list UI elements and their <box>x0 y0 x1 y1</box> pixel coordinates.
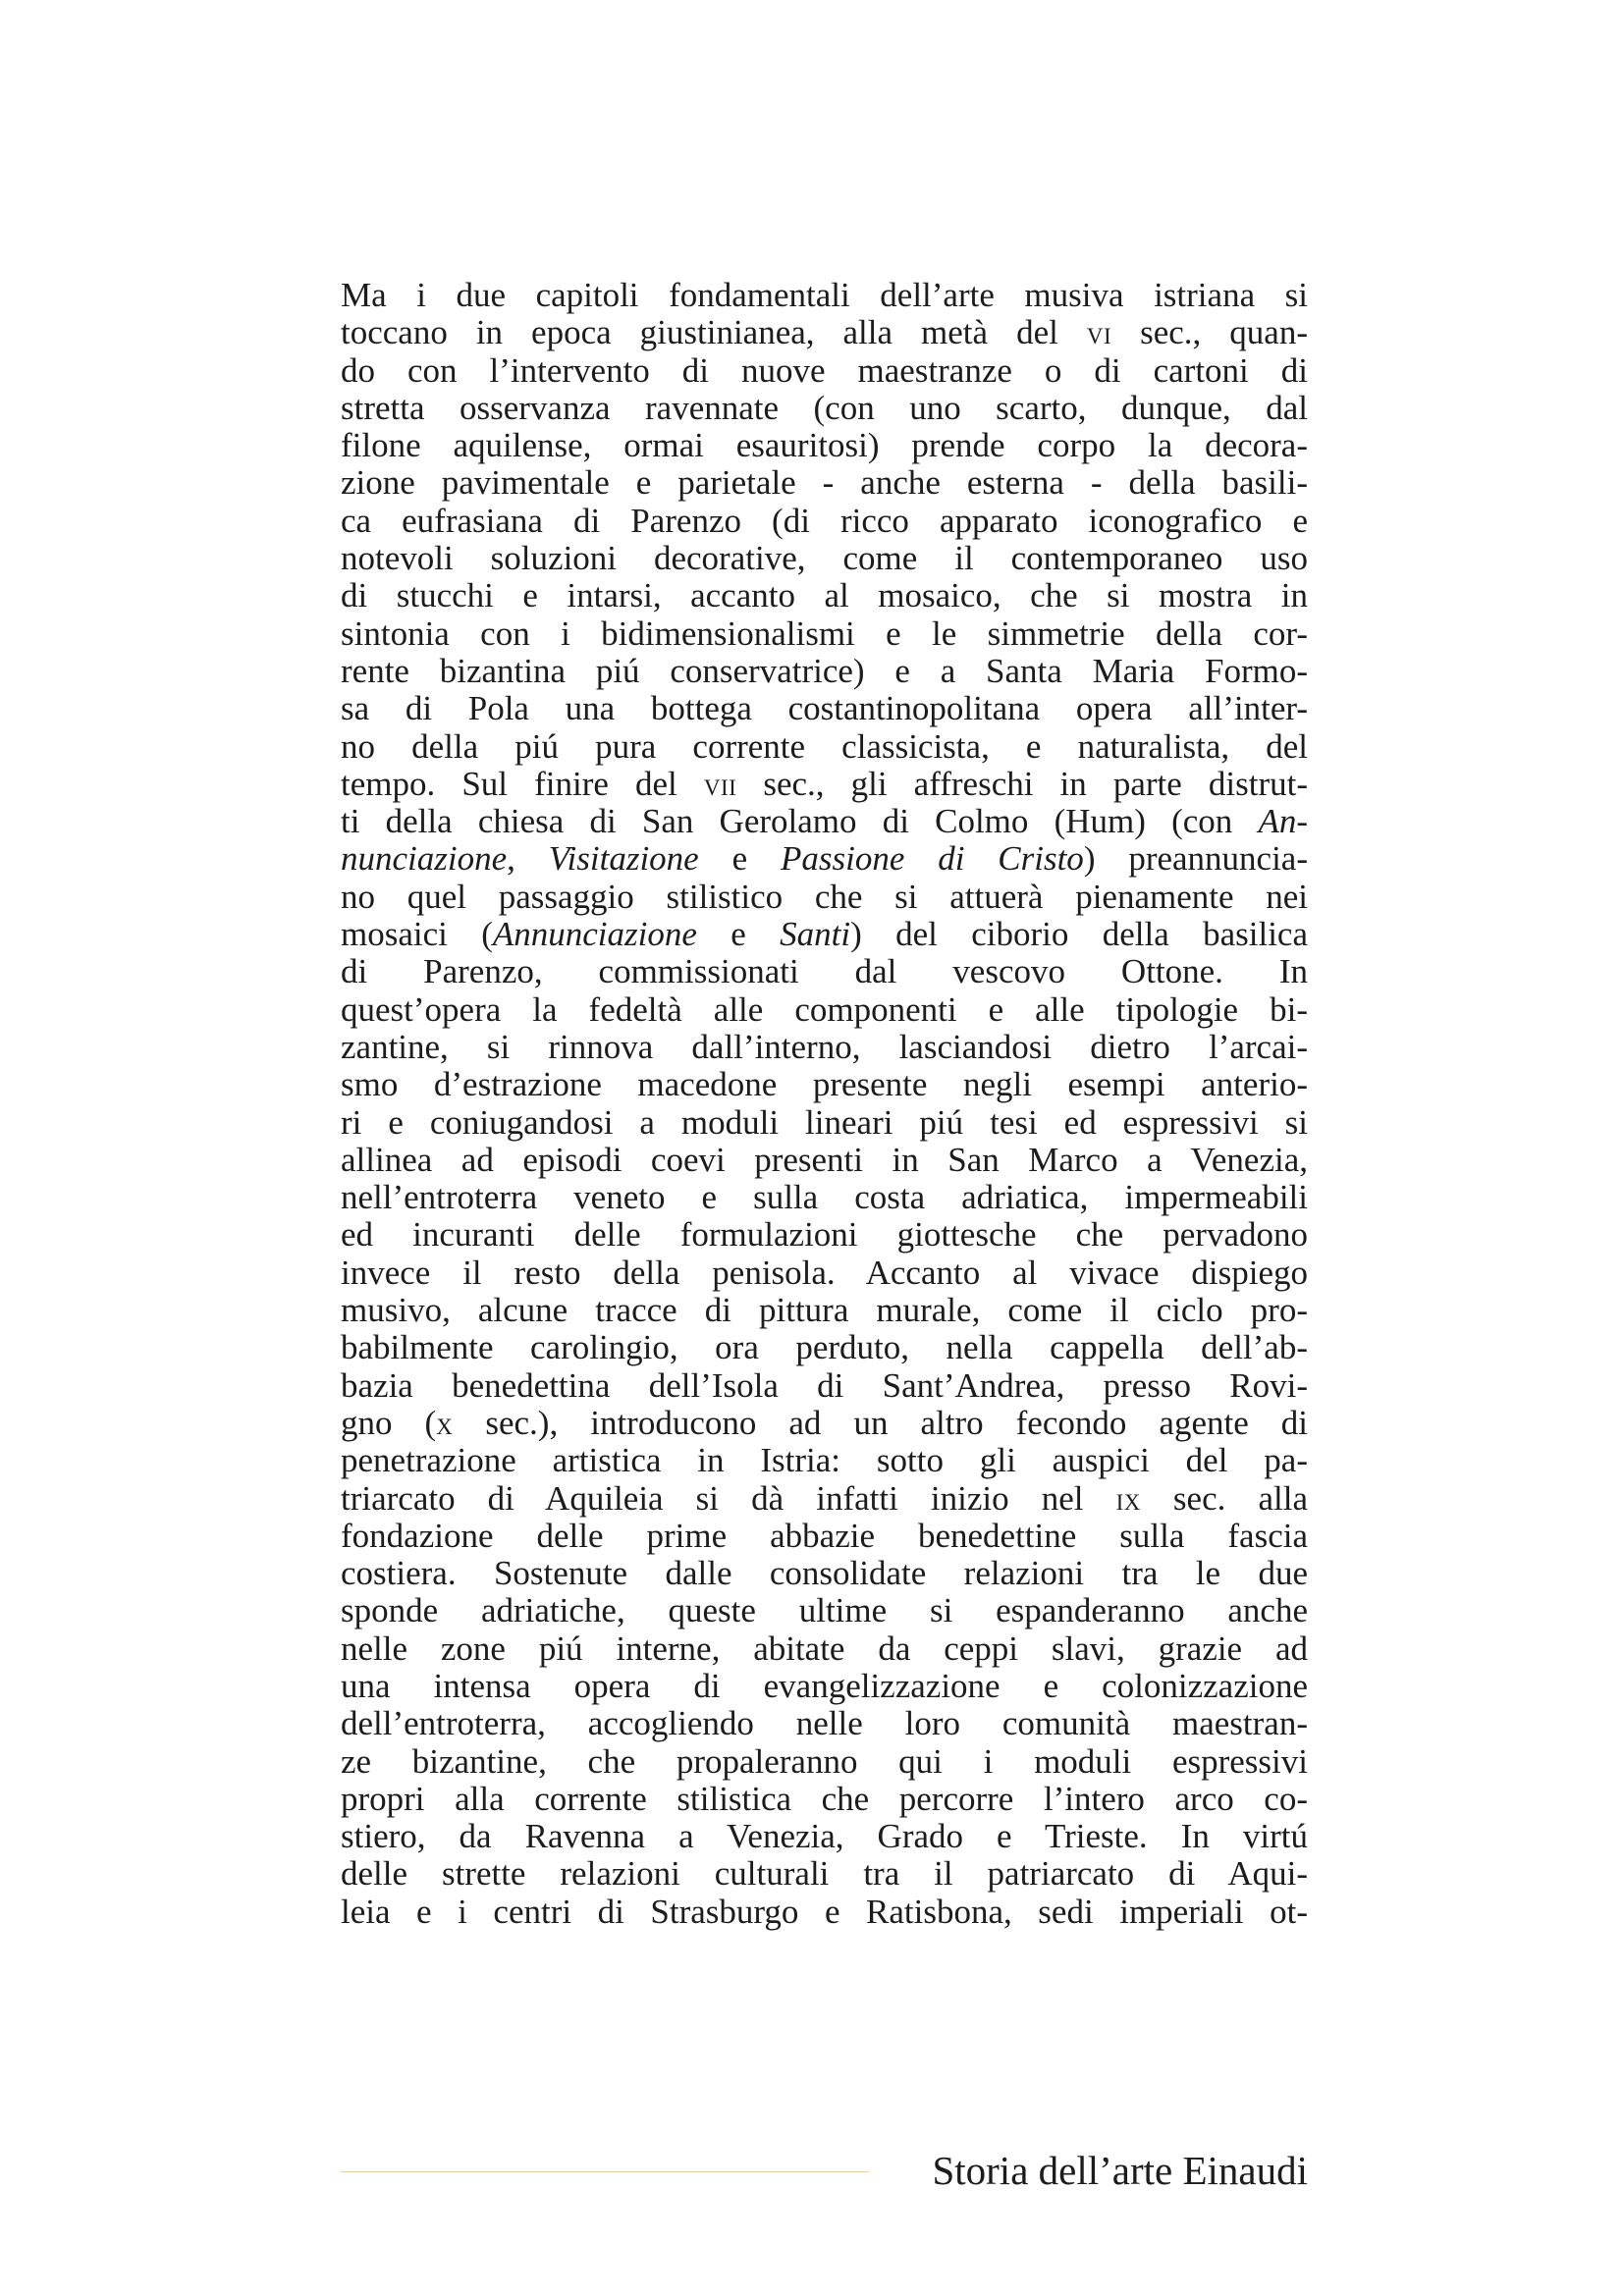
text-span: Annunciazione <box>492 915 697 954</box>
text-span: sponde adriatiche, queste ultime si espanderanno anche <box>341 1591 1308 1630</box>
text-line <box>341 1066 1308 1103</box>
text-span: bazia benedettina dell’Isola di Sant’Andrea, presso Rovi- <box>341 1365 1308 1405</box>
text-line <box>341 1142 1308 1179</box>
text-span: sec.), introducono ad un altro fecondo agente di <box>453 1403 1308 1442</box>
text-span: ed incuranti delle formulazioni giottesche che pervadono <box>341 1215 1308 1255</box>
text-span: Ma i due capitoli fondamentali dell’arte musiva istriana si <box>341 276 1308 314</box>
text-line <box>341 1555 1308 1592</box>
text-line <box>341 1367 1308 1405</box>
text-span: allinea ad episodi coevi presenti in San Marco a Venezia, <box>341 1140 1308 1179</box>
text-line <box>341 1442 1308 1479</box>
text-line <box>341 653 1308 690</box>
text-span: leia e i centri di Strasburgo e Ratisbona, sedi imperiali ot- <box>341 1892 1308 1931</box>
text-line <box>341 1104 1308 1142</box>
text-span: tempo. Sul finire del <box>341 764 704 803</box>
text-line <box>341 464 1308 502</box>
text-span: stiero, da Ravenna a Venezia, Grado e Trieste. In virtú <box>341 1817 1308 1856</box>
text-span: nunciazione <box>341 839 508 879</box>
text-span: gno ( <box>341 1403 437 1442</box>
text-span: mosaici ( <box>341 915 493 954</box>
text-span: sec. alla <box>1140 1478 1308 1518</box>
text-span: no della piú pura corrente classicista, e naturalista, del <box>341 726 1308 766</box>
text-span: propri alla corrente stilistica che percorre l’intero arco co- <box>341 1779 1308 1818</box>
text-line <box>341 916 1308 953</box>
text-span: dell’entroterra, accogliendo nelle loro comunità maestran- <box>341 1704 1308 1743</box>
text-span: ti della chiesa di San Gerolamo di Colmo (Hum) (con <box>341 802 1259 841</box>
text-span: filone aquilense, ormai esauritosi) prende corpo la decora- <box>341 426 1308 465</box>
text-span: Visitazione <box>548 839 699 879</box>
text-span: ca eufrasiana di Parenzo (di ricco apparato iconografico e <box>341 501 1308 540</box>
text-span: no quel passaggio stilistico che si attuerà pienamente nei <box>341 877 1308 916</box>
text-span: sec., gli affreschi in parte distrut- <box>736 764 1308 803</box>
text-line <box>341 427 1308 464</box>
text-span: notevoli soluzioni decorative, come il contemporaneo uso <box>341 539 1308 578</box>
text-line <box>341 1630 1308 1668</box>
text-span: Passione di Cristo <box>780 839 1084 879</box>
text-span: babilmente carolingio, ora perduto, nella cappella dell’ab- <box>341 1328 1308 1367</box>
text-span: zantine, si rinnova dall’interno, lasciandosi dietro l’arcai- <box>341 1027 1308 1066</box>
text-span: delle strette relazioni culturali tra il patriarcato di Aqui- <box>341 1854 1308 1894</box>
text-line <box>341 803 1308 840</box>
text-span: musivo, alcune tracce di pittura murale, come il ciclo pro- <box>341 1291 1308 1330</box>
text-span: stretta osservanza ravennate (con uno scarto, dunque, dal <box>341 388 1308 427</box>
text-line <box>341 1255 1308 1292</box>
text-span: triarcato di Aquileia si dà infatti inizio nel <box>341 1478 1116 1518</box>
text-line <box>341 503 1308 540</box>
text-line <box>341 1705 1308 1742</box>
footer-publication-title: Storia dell’arte Einaudi <box>932 2148 1308 2193</box>
text-span: e <box>696 915 781 954</box>
text-line <box>341 1480 1308 1518</box>
text-span: costiera. Sostenute dalle consolidate relazioni tra le due <box>341 1554 1308 1593</box>
text-span: invece il resto della penisola. Accanto al vivace dispiego <box>341 1253 1308 1292</box>
text-line <box>341 690 1308 727</box>
text-line <box>341 1668 1308 1705</box>
text-span: e <box>698 839 781 879</box>
text-line <box>341 1743 1308 1781</box>
text-line <box>341 728 1308 766</box>
text-line <box>341 1518 1308 1555</box>
text-line <box>341 390 1308 427</box>
text-line <box>341 352 1308 390</box>
text-span: x <box>436 1405 454 1441</box>
text-span: ) del ciborio della basilica <box>850 915 1308 954</box>
text-span: di stucchi e intarsi, accanto al mosaico, che si mostra in <box>341 576 1308 615</box>
text-span: Santi <box>780 915 851 954</box>
text-span: nell’entroterra veneto e sulla costa adriatica, impermeabili <box>341 1178 1308 1217</box>
text-line <box>341 615 1308 653</box>
text-span: sa di Pola una bottega costantinopolitana opera all’inter- <box>341 689 1308 728</box>
text-line <box>341 314 1308 351</box>
text-line <box>341 1592 1308 1629</box>
text-line <box>341 766 1308 803</box>
text-span: vi <box>1086 315 1112 351</box>
text-span: do con l’intervento di nuove maestranze o di cartoni di <box>341 350 1308 390</box>
text-span: ix <box>1115 1480 1141 1517</box>
text-span: zione pavimentale e parietale - anche esterna - della basili- <box>341 463 1308 503</box>
text-span: una intensa opera di evangelizzazione e colonizzazione <box>341 1666 1308 1705</box>
text-line <box>341 879 1308 916</box>
text-span: sintonia con i bidimensionalismi e le simmetrie della cor- <box>341 614 1308 653</box>
text-line <box>341 1855 1308 1893</box>
text-line <box>341 840 1308 878</box>
text-line <box>341 277 1308 314</box>
body-text <box>341 277 1308 1931</box>
text-line <box>341 1329 1308 1366</box>
text-line <box>341 991 1308 1029</box>
text-span: An- <box>1258 802 1308 841</box>
text-span: vii <box>703 766 737 802</box>
text-line <box>341 1894 1308 1931</box>
text-span: , <box>507 839 549 879</box>
text-span: fondazione delle prime abbazie benedettine sulla fascia <box>341 1516 1308 1555</box>
text-span: toccano in epoca giustinianea, alla metà del <box>341 313 1087 352</box>
text-line <box>341 540 1308 577</box>
text-span: ) preannuncia- <box>1083 839 1308 879</box>
text-span: nelle zone piú interne, abitate da ceppi slavi, grazie ad <box>341 1629 1308 1668</box>
text-line <box>341 1405 1308 1442</box>
text-line <box>341 1781 1308 1818</box>
text-line <box>341 1216 1308 1254</box>
text-span: quest’opera la fedeltà alle componenti e alle tipologie bi- <box>341 989 1308 1029</box>
text-span: ri e coniugandosi a moduli lineari piú tesi ed espressivi si <box>341 1102 1308 1142</box>
text-line <box>341 1029 1308 1066</box>
text-span: penetrazione artistica in Istria: sotto gli auspici del pa- <box>341 1441 1308 1480</box>
text-span: rente bizantina piú conservatrice) e a Santa Maria Formo- <box>341 651 1308 690</box>
text-span: sec., quan- <box>1111 313 1308 352</box>
text-span: smo d’estrazione macedone presente negli esempi anterio- <box>341 1065 1308 1104</box>
text-span: ze bizantine, che propaleranno qui i moduli espressivi <box>341 1741 1308 1781</box>
footer-rule <box>341 2171 869 2172</box>
text-line <box>341 1179 1308 1216</box>
text-line <box>341 1292 1308 1329</box>
text-line <box>341 577 1308 614</box>
text-line <box>341 1818 1308 1855</box>
text-line <box>341 953 1308 990</box>
text-span: di Parenzo, commissionati dal vescovo Ottone. In <box>341 952 1308 991</box>
